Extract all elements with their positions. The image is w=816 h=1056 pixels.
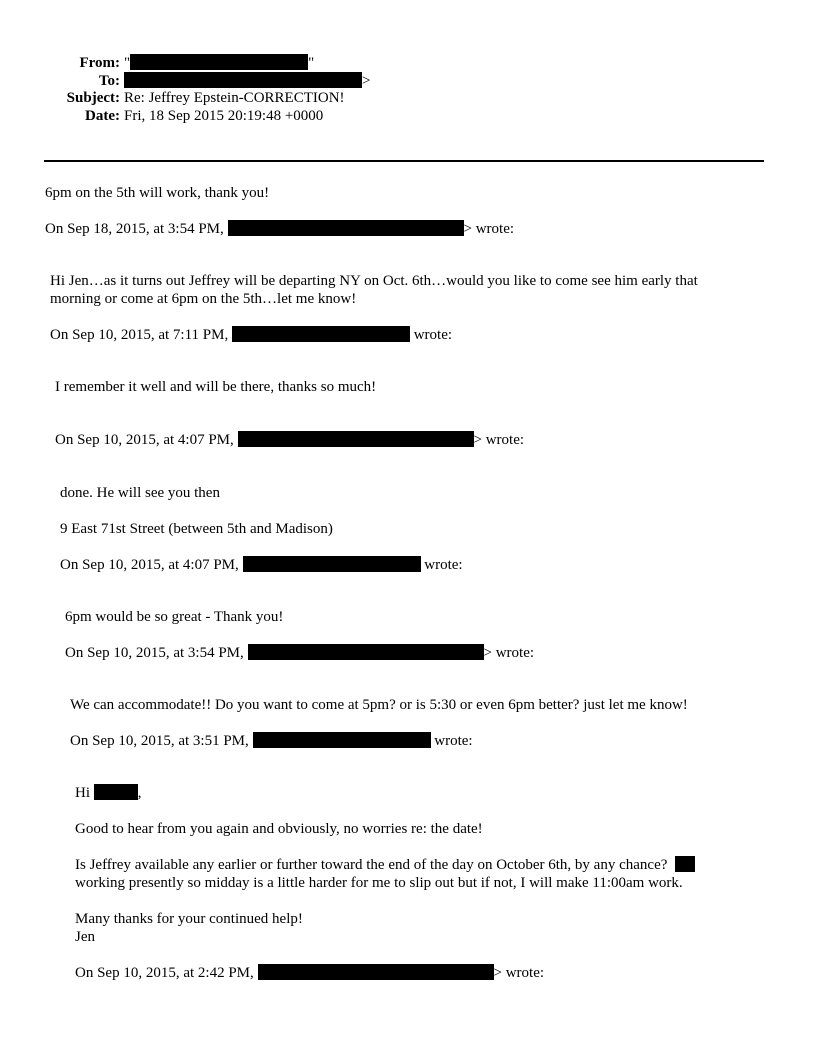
message-body: Many thanks for your continued help!: [75, 911, 303, 927]
date-label: Date:: [85, 107, 120, 124]
message-body: Hi Jen…as it turns out Jeffrey will be departing NY on Oct. 6th…would you like to come see him early that morning or come at 6pm on the 5th…let me know!: [50, 273, 698, 307]
redaction-box: [124, 72, 362, 88]
signature: Jen: [75, 929, 95, 945]
quote-attribution: On Sep 10, 2015, at 4:07 PM, wrote:: [60, 557, 463, 573]
from-value: " ": [124, 55, 315, 71]
message-body: done. He will see you then: [60, 485, 220, 501]
quote-attribution: On Sep 10, 2015, at 2:42 PM, > wrote:: [75, 965, 545, 981]
redaction-box: [130, 54, 308, 70]
message-body: I remember it well and will be there, thanks so much!: [55, 379, 377, 395]
redaction-box: [258, 964, 494, 980]
redaction-box: [253, 732, 431, 748]
quote-attribution: On Sep 10, 2015, at 4:07 PM, > wrote:: [55, 432, 525, 448]
quote-attribution: On Sep 10, 2015, at 7:11 PM, wrote:: [50, 327, 453, 343]
date-value: Fri, 18 Sep 2015 20:19:48 +0000: [124, 107, 324, 124]
email-header: [0, 54, 400, 124]
date-row: [0, 107, 400, 124]
to-row: [0, 72, 400, 89]
redaction-box: [243, 556, 421, 572]
redaction-box: [248, 644, 484, 660]
quote-attribution: On Sep 10, 2015, at 3:54 PM, > wrote:: [65, 645, 535, 661]
header-divider: [44, 160, 764, 162]
redaction-box: [238, 431, 474, 447]
to-value: >: [124, 72, 370, 90]
message-body: working presently so midday is a little harder for me to slip out but if not, I will make 11:00am work.: [75, 875, 683, 891]
message-body: Is Jeffrey available any earlier or further toward the end of the day on October 6th, by any chance?: [75, 856, 695, 874]
greeting: Hi ,: [75, 785, 142, 801]
message-body: 6pm on the 5th will work, thank you!: [45, 185, 270, 201]
subject-value: Re: Jeffrey Epstein-CORRECTION!: [124, 90, 345, 106]
redaction-box: [94, 784, 138, 800]
message-body: We can accommodate!! Do you want to come at 5pm? or is 5:30 or even 6pm better? just let me know!: [70, 697, 688, 713]
subject-row: [0, 89, 400, 106]
message-body: 6pm would be so great - Thank you!: [65, 609, 284, 625]
quote-attribution: On Sep 10, 2015, at 3:51 PM, wrote:: [70, 733, 473, 749]
redaction-box: [232, 326, 410, 342]
to-label: To:: [98, 72, 120, 89]
quote-attribution: On Sep 18, 2015, at 3:54 PM, > wrote:: [45, 221, 515, 237]
subject-label: Subject:: [66, 90, 120, 106]
from-row: [0, 54, 400, 71]
redaction-box: [228, 220, 464, 236]
redaction-box: [675, 856, 695, 872]
from-label: From:: [79, 55, 120, 71]
message-body: Good to hear from you again and obviously, no worries re: the date!: [75, 821, 483, 837]
address-line: 9 East 71st Street (between 5th and Madison): [60, 521, 333, 537]
